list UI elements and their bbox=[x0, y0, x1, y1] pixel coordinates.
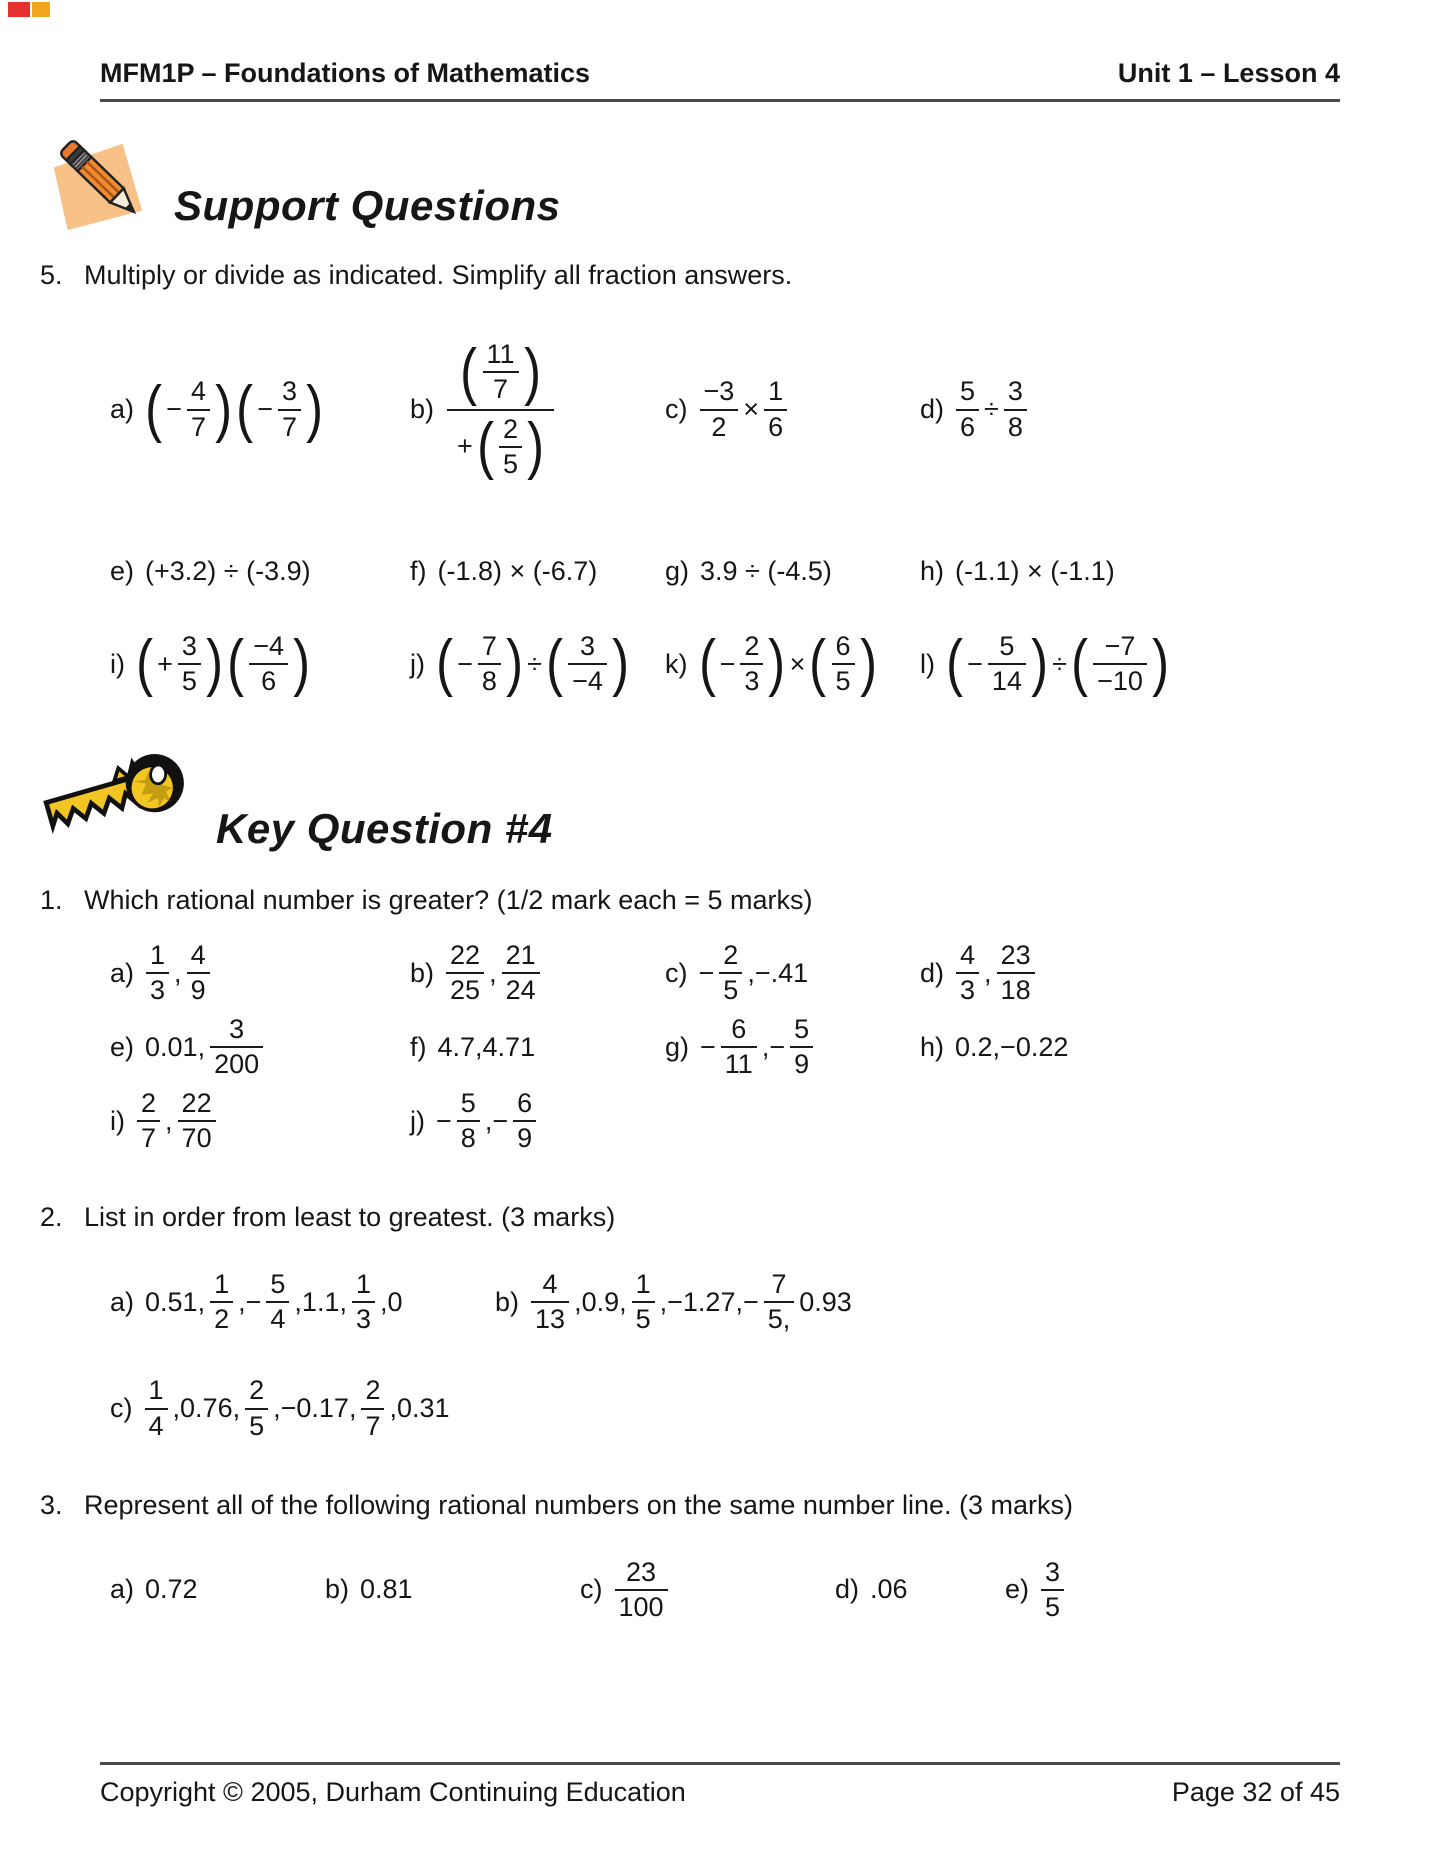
question-item-1f bbox=[410, 1032, 665, 1063]
footer-page-number: Page 32 of 45 bbox=[1171, 1777, 1340, 1807]
support-section-head bbox=[40, 132, 1440, 236]
question-item-5l bbox=[920, 628, 1440, 699]
question-item-5k bbox=[665, 628, 920, 699]
key-question-title: Key Question #4 bbox=[216, 805, 553, 853]
math-expression: $\frac{2}{7}$ , $\frac{22}{70}$ bbox=[134, 1088, 219, 1154]
question-item-3b bbox=[325, 1574, 580, 1605]
question-item-5b bbox=[410, 336, 665, 482]
question-item-1d bbox=[920, 940, 1440, 1006]
key-question-3 bbox=[40, 1490, 1440, 1521]
item-label: f) bbox=[410, 1031, 427, 1062]
item-label: b) bbox=[410, 394, 435, 424]
question-item-1e bbox=[110, 1014, 410, 1080]
question-item-1h bbox=[920, 1032, 1440, 1063]
key-section-head bbox=[40, 737, 1440, 859]
item-label: a) bbox=[110, 1286, 135, 1317]
q1-row-3 bbox=[110, 1088, 1440, 1154]
item-label: g) bbox=[665, 1031, 690, 1062]
math-expression: $\frac{23}{100}$ bbox=[612, 1557, 671, 1623]
q2-row-2 bbox=[110, 1375, 1440, 1441]
question-item-5d bbox=[920, 376, 1440, 442]
question-prompt: Multiply or divide as indicated. Simplify all fraction answers. bbox=[84, 260, 793, 290]
question-prompt: Which rational number is greater? (1/2 mark each = 5 marks) bbox=[84, 885, 813, 916]
item-label: g) bbox=[665, 556, 690, 586]
question-item-5i bbox=[110, 628, 410, 699]
question-item-5f bbox=[410, 556, 665, 587]
math-expression: ( − $\frac{7}{8}$ ) ÷ ( $\frac{3}{-4}$ ) bbox=[436, 628, 629, 699]
item-label: b) bbox=[495, 1286, 520, 1317]
question-item-3a bbox=[110, 1574, 325, 1605]
item-label: b) bbox=[325, 1574, 350, 1605]
question-item-1c bbox=[665, 940, 920, 1006]
question-item-3d bbox=[835, 1574, 1005, 1605]
math-expression: $\frac{5}{6}$ ÷ $\frac{3}{8}$ bbox=[953, 376, 1030, 442]
question-item-1g bbox=[665, 1014, 920, 1080]
math-expression: − $\frac{2}{5}$ ,−.41 bbox=[698, 940, 809, 1006]
math-expression: (-1.8) × (-6.7) bbox=[437, 556, 598, 586]
question-prompt: Represent all of the following rational numbers on the same number line. (3 marks) bbox=[84, 1489, 1073, 1520]
math-expression: $\frac{22}{25}$ , $\frac{21}{24}$ bbox=[443, 940, 543, 1006]
key-icon bbox=[40, 737, 200, 859]
key-question-2 bbox=[40, 1202, 1440, 1233]
math-expression: 0.51, $\frac{1}{2}$ ,− $\frac{5}{4}$ ,1.1, $\frac{1}{3}$ ,0 bbox=[145, 1269, 403, 1335]
item-label: i) bbox=[110, 1105, 125, 1136]
math-expression: $\frac{4}{3}$ , $\frac{23}{18}$ bbox=[953, 940, 1038, 1006]
q5-row-3 bbox=[110, 628, 1440, 699]
math-expression: $\frac{4}{13}$ ,0.9, $\frac{1}{5}$ ,−1.27,− $\frac{7}{5,}$ 0.93 bbox=[528, 1269, 854, 1335]
item-label: a) bbox=[110, 394, 135, 424]
math-expression: ( − $\frac{5}{14}$ ) ÷ ( $\frac{-7}{-10}$ ) bbox=[946, 628, 1169, 699]
q5-row-2 bbox=[110, 556, 1440, 587]
item-label: d) bbox=[835, 1574, 860, 1605]
question-item-5h bbox=[920, 556, 1440, 587]
math-expression: 0.81 bbox=[360, 1574, 413, 1605]
item-label: b) bbox=[410, 957, 435, 988]
question-item-5c bbox=[665, 376, 920, 442]
question-item-1i bbox=[110, 1088, 410, 1154]
item-label: e) bbox=[110, 556, 135, 586]
q2-row-1 bbox=[110, 1269, 1440, 1335]
item-label: e) bbox=[1005, 1574, 1030, 1605]
item-label: f) bbox=[410, 556, 427, 586]
item-label: i) bbox=[110, 648, 125, 679]
question-item-2c bbox=[110, 1375, 1440, 1441]
question-5 bbox=[40, 260, 1440, 291]
item-label: d) bbox=[920, 394, 945, 424]
math-expression: ( − $\frac{2}{3}$ ) × ( $\frac{6}{5}$ ) bbox=[698, 628, 877, 699]
question-number: 3. bbox=[40, 1489, 63, 1520]
question-prompt: List in order from least to greatest. (3 marks) bbox=[84, 1202, 616, 1233]
question-item-3c bbox=[580, 1557, 835, 1623]
question-item-1a bbox=[110, 940, 410, 1006]
math-expression: − $\frac{6}{11}$ ,− $\frac{5}{9}$ bbox=[698, 1014, 816, 1080]
math-expression: ( − $\frac{4}{7}$ ) ( − $\frac{3}{7}$ ) bbox=[145, 373, 324, 444]
header-rule bbox=[100, 99, 1340, 102]
key-question-1 bbox=[40, 885, 1440, 916]
page-footer bbox=[0, 1762, 1440, 1808]
item-label: h) bbox=[920, 1031, 945, 1062]
question-item-3e bbox=[1005, 1557, 1440, 1623]
question-item-1j bbox=[410, 1088, 1440, 1154]
item-label: l) bbox=[920, 648, 935, 679]
math-expression: 0.01, $\frac{3}{200}$ bbox=[143, 1014, 266, 1080]
item-label: c) bbox=[110, 1393, 133, 1424]
question-number: 1. bbox=[40, 885, 63, 916]
page-header bbox=[0, 0, 1440, 89]
scan-artifact-red bbox=[8, 2, 30, 17]
support-questions-title: Support Questions bbox=[174, 182, 561, 229]
item-label: h) bbox=[920, 556, 945, 586]
item-label: a) bbox=[110, 1574, 135, 1605]
math-expression: − $\frac{5}{8}$ ,− $\frac{6}{9}$ bbox=[434, 1088, 539, 1154]
question-number: 5. bbox=[40, 260, 63, 290]
question-item-5a bbox=[110, 373, 410, 444]
item-label: d) bbox=[920, 957, 945, 988]
item-label: e) bbox=[110, 1031, 135, 1062]
math-expression: ( + $\frac{3}{5}$ ) ( $\frac{-4}{6}$ ) bbox=[136, 628, 311, 699]
question-item-5g bbox=[665, 556, 920, 587]
question-item-2a bbox=[110, 1269, 495, 1335]
question-number: 2. bbox=[40, 1202, 63, 1233]
math-expression: (-1.1) × (-1.1) bbox=[955, 556, 1115, 586]
math-expression: $\frac{-3}{2}$ × $\frac{1}{6}$ bbox=[697, 376, 791, 442]
q1-row-1 bbox=[110, 940, 1440, 1006]
footer-copyright: Copyright © 2005, Durham Continuing Education bbox=[100, 1777, 686, 1807]
item-label: a) bbox=[110, 957, 135, 988]
math-expression: .06 bbox=[870, 1574, 908, 1605]
item-label: j) bbox=[410, 648, 425, 679]
math-expression: $\frac{1}{4}$ ,0.76, $\frac{2}{5}$ ,−0.17, $\frac{2}{7}$ ,0.31 bbox=[142, 1375, 452, 1441]
item-label: c) bbox=[665, 957, 688, 988]
item-label: c) bbox=[580, 1574, 603, 1605]
math-expression: 4.7,4.71 bbox=[437, 1031, 536, 1062]
math-expression: (+3.2) ÷ (-3.9) bbox=[145, 556, 311, 586]
question-item-5e bbox=[110, 556, 410, 587]
math-expression: ( $\frac{11}{7}$ ) + ( $\frac{2}{5}$ ) bbox=[443, 336, 558, 482]
math-expression: $\frac{3}{5}$ bbox=[1038, 1557, 1067, 1623]
q3-row bbox=[110, 1557, 1440, 1623]
q5-row-1 bbox=[110, 297, 1440, 522]
pencil-icon bbox=[40, 132, 158, 236]
math-expression: $\frac{1}{3}$ , $\frac{4}{9}$ bbox=[143, 940, 213, 1006]
header-course-title: MFM1P – Foundations of Mathematics bbox=[100, 58, 591, 88]
question-item-1b bbox=[410, 940, 665, 1006]
item-label: j) bbox=[410, 1105, 425, 1136]
math-expression: 0.72 bbox=[145, 1574, 198, 1605]
q1-row-2 bbox=[110, 1014, 1440, 1080]
math-expression: 0.2,−0.22 bbox=[955, 1031, 1069, 1062]
item-label: k) bbox=[665, 648, 688, 679]
question-item-2b bbox=[495, 1269, 1440, 1335]
scan-artifact-yellow bbox=[32, 2, 50, 17]
question-item-5j bbox=[410, 628, 665, 699]
math-expression: 3.9 ÷ (-4.5) bbox=[700, 556, 832, 586]
item-label: c) bbox=[665, 394, 688, 424]
header-unit-lesson: Unit 1 – Lesson 4 bbox=[1117, 58, 1340, 88]
